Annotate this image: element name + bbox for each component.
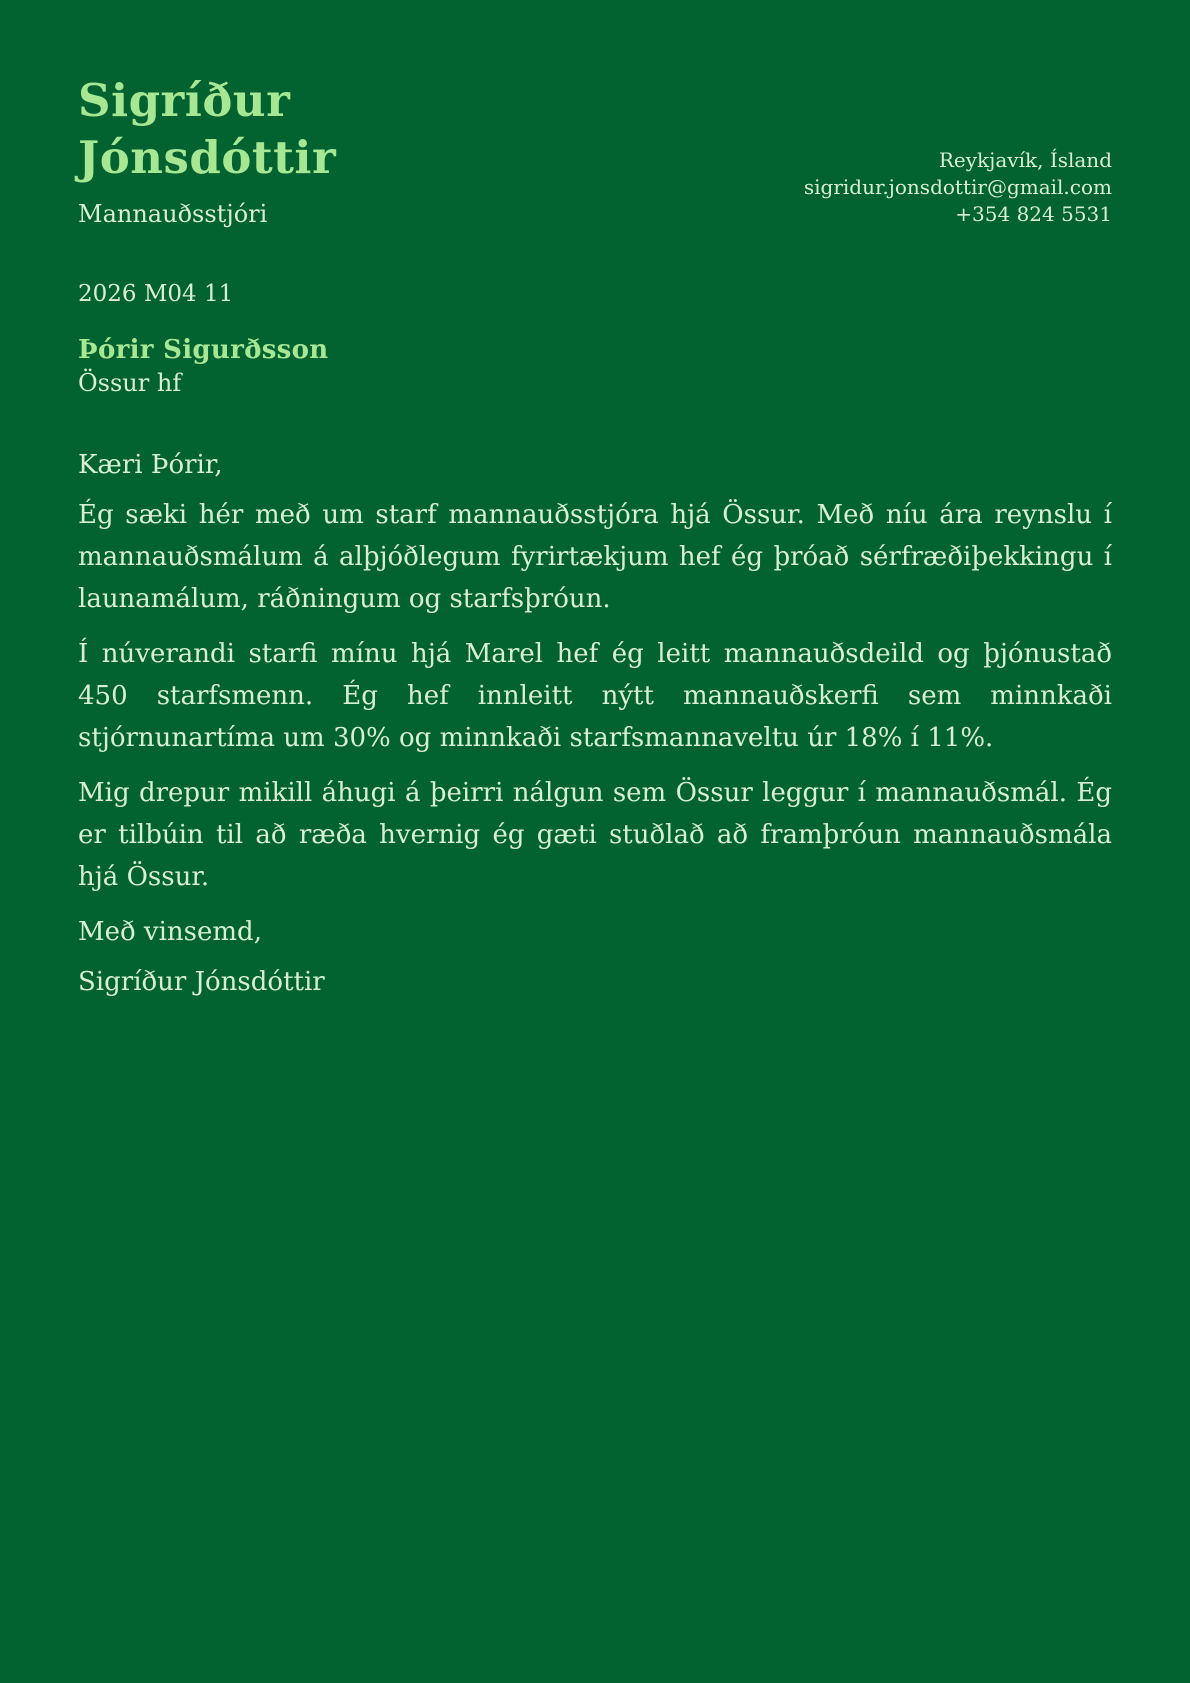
contact-email: sigridur.jonsdottir@gmail.com xyxy=(803,175,1112,199)
recipient-name: Þórir Sigurðsson xyxy=(78,335,329,365)
letter-paragraph: Í núverandi starfi mínu hjá Marel hef ég leitt mannauðsdeild og þjónustað 450 starfsmenn. Ég hef innleitt nýtt mannauðskerfi sem minnkaði stjórnunartíma um 30% og minnkaði starfsmannaveltu úr 18% í 11%. xyxy=(78,639,1112,753)
letter-date: 2026 M04 11 xyxy=(78,281,234,307)
contact-phone: +354 824 5531 xyxy=(955,202,1112,226)
sender-name: Sigríður Jónsdóttir xyxy=(78,74,337,184)
recipient-block xyxy=(78,334,1112,398)
letter-paragraph: Mig drepur mikill áhugi á þeirri nálgun sem Össur leggur í mannauðsmál. Ég er tilbúin til að ræða hvernig ég gæti stuðlað að framþróun mannauðsmála hjá Össur. xyxy=(78,778,1112,892)
salutation: Kæri Þórir, xyxy=(78,450,223,480)
contact-location: Reykjavík, Ísland xyxy=(938,148,1112,172)
signature: Sigríður Jónsdóttir xyxy=(78,967,325,997)
letter-header xyxy=(78,72,1112,228)
recipient-company: Össur hf xyxy=(78,369,182,397)
sender-job-title: Mannauðsstjóri xyxy=(78,200,268,228)
contact-block xyxy=(804,147,1112,228)
closing: Með vinsemd, xyxy=(78,917,262,947)
letter-body xyxy=(78,494,1112,898)
letter-paragraph: Ég sæki hér með um starf mannauðsstjóra hjá Össur. Með níu ára reynslu í mannauðsmálum á alþjóðlegum fyrirtækjum hef ég þróað sérfræðiþekkingu í launamálum, ráðningum og starfsþróun. xyxy=(78,500,1112,614)
sender-identity xyxy=(78,72,408,228)
